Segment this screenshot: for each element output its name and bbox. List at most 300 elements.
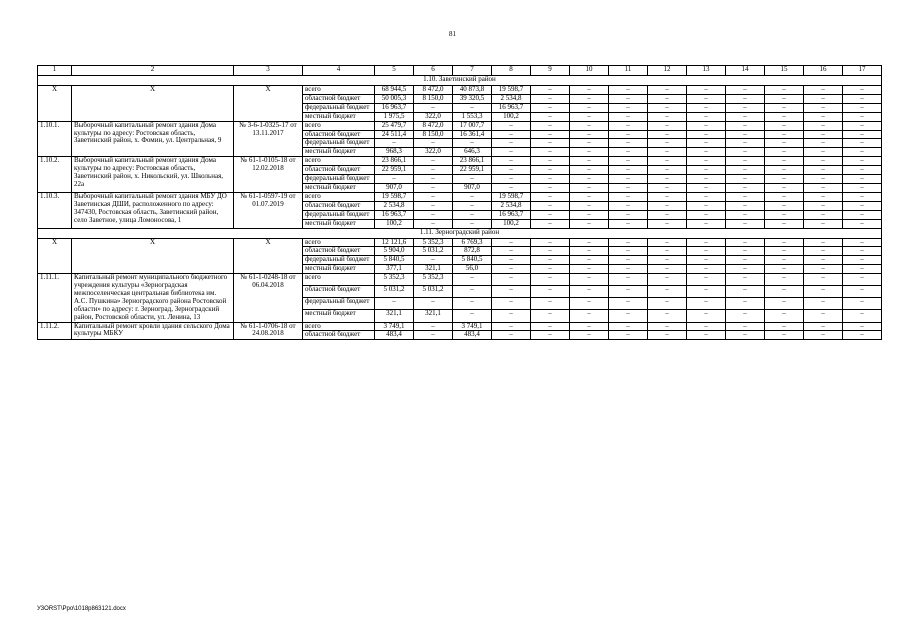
value-cell: – (492, 175, 531, 184)
empty-value-cell: – (609, 286, 648, 298)
value-cell: 19 598,7 (375, 192, 414, 201)
value-cell: – (453, 139, 492, 148)
empty-value-cell: – (804, 210, 843, 219)
empty-value-cell: – (843, 210, 882, 219)
empty-value-cell: – (570, 94, 609, 103)
empty-value-cell: – (765, 274, 804, 286)
value-cell: 50 005,3 (375, 94, 414, 103)
empty-value-cell: – (843, 238, 882, 247)
value-cell: – (453, 103, 492, 112)
value-cell: 8 472,0 (414, 121, 453, 130)
empty-value-cell: – (726, 331, 765, 340)
empty-value-cell: – (648, 298, 687, 310)
empty-value-cell: – (609, 94, 648, 103)
value-cell: – (453, 201, 492, 210)
empty-value-cell: – (531, 219, 570, 228)
value-cell: – (414, 331, 453, 340)
item-document: № 61-1-0105-18 от 12.02.2018 (234, 157, 303, 193)
empty-value-cell: – (765, 157, 804, 166)
empty-value-cell: – (765, 148, 804, 157)
item-number: 1.11.2. (38, 322, 72, 340)
item-document: № 61-1-0248-18 от 06.04.2018 (234, 274, 303, 322)
empty-value-cell: – (570, 331, 609, 340)
empty-value-cell: – (843, 286, 882, 298)
empty-value-cell: – (843, 331, 882, 340)
budget-label: федеральный бюджет (303, 139, 375, 148)
empty-value-cell: – (570, 322, 609, 331)
empty-value-cell: – (570, 166, 609, 175)
empty-value-cell: – (531, 298, 570, 310)
empty-value-cell: – (648, 265, 687, 274)
empty-value-cell: – (570, 192, 609, 201)
empty-value-cell: – (726, 201, 765, 210)
empty-value-cell: – (804, 265, 843, 274)
empty-value-cell: – (648, 310, 687, 322)
item-name: X (72, 238, 234, 274)
value-cell: – (414, 139, 453, 148)
value-cell: – (492, 256, 531, 265)
empty-value-cell: – (570, 247, 609, 256)
empty-value-cell: – (765, 310, 804, 322)
value-cell: – (492, 157, 531, 166)
empty-value-cell: – (765, 219, 804, 228)
empty-value-cell: – (609, 86, 648, 95)
budget-label: федеральный бюджет (303, 103, 375, 112)
empty-value-cell: – (648, 94, 687, 103)
empty-value-cell: – (765, 265, 804, 274)
empty-value-cell: – (609, 183, 648, 192)
empty-value-cell: – (609, 103, 648, 112)
header-cell: 14 (726, 66, 765, 76)
value-cell: – (492, 130, 531, 139)
budget-label: областной бюджет (303, 166, 375, 175)
empty-value-cell: – (531, 121, 570, 130)
empty-value-cell: – (531, 86, 570, 95)
empty-value-cell: – (570, 103, 609, 112)
empty-value-cell: – (648, 166, 687, 175)
item-number: 1.10.1. (38, 121, 72, 157)
header-row (38, 66, 882, 76)
empty-value-cell: – (570, 157, 609, 166)
empty-value-cell: – (609, 130, 648, 139)
value-cell: 968,3 (375, 148, 414, 157)
value-cell: – (492, 183, 531, 192)
value-cell: 39 320,5 (453, 94, 492, 103)
empty-value-cell: – (687, 298, 726, 310)
empty-value-cell: – (648, 322, 687, 331)
empty-value-cell: – (609, 121, 648, 130)
value-cell: 2 534,8 (375, 201, 414, 210)
empty-value-cell: – (687, 157, 726, 166)
value-cell: 16 963,7 (492, 103, 531, 112)
budget-label: областной бюджет (303, 331, 375, 340)
value-cell: 321,1 (414, 265, 453, 274)
empty-value-cell: – (726, 175, 765, 184)
item-name: Капитальный ремонт кровли здания сельского Дома культуры МБКУ (72, 322, 234, 340)
budget-label: всего (303, 86, 375, 95)
item-name: Выборочный капитальный ремонт здания Дома культуры по адресу: Ростовская область, Заветинский район, х. Никольский, ул. Школьная, 22а (72, 157, 234, 193)
empty-value-cell: – (765, 94, 804, 103)
empty-value-cell: – (531, 274, 570, 286)
empty-value-cell: – (687, 130, 726, 139)
value-cell: 16 361,4 (453, 130, 492, 139)
empty-value-cell: – (804, 274, 843, 286)
value-cell: – (492, 238, 531, 247)
empty-value-cell: – (687, 274, 726, 286)
budget-label: местный бюджет (303, 112, 375, 121)
value-cell: – (414, 298, 453, 310)
empty-value-cell: – (726, 192, 765, 201)
empty-value-cell: – (570, 148, 609, 157)
item-number: X (38, 86, 72, 122)
empty-value-cell: – (648, 286, 687, 298)
empty-value-cell: – (531, 201, 570, 210)
empty-value-cell: – (531, 265, 570, 274)
empty-value-cell: – (765, 130, 804, 139)
empty-value-cell: – (804, 166, 843, 175)
item-number: X (38, 238, 72, 274)
empty-value-cell: – (648, 86, 687, 95)
empty-value-cell: – (570, 201, 609, 210)
value-cell: 23 866,1 (375, 157, 414, 166)
budget-label: областной бюджет (303, 286, 375, 298)
empty-value-cell: – (726, 148, 765, 157)
empty-value-cell: – (804, 247, 843, 256)
section-title: 1.11. Зерноградский район (38, 228, 882, 238)
value-cell: – (492, 139, 531, 148)
empty-value-cell: – (765, 247, 804, 256)
value-cell: 19 598,7 (492, 86, 531, 95)
item-number: 1.10.3. (38, 192, 72, 228)
value-cell: – (414, 210, 453, 219)
empty-value-cell: – (531, 192, 570, 201)
empty-value-cell: – (804, 322, 843, 331)
value-cell: 3 749,1 (375, 322, 414, 331)
value-cell: 100,2 (375, 219, 414, 228)
empty-value-cell: – (531, 175, 570, 184)
value-cell: 8 150,0 (414, 130, 453, 139)
header-cell: 9 (531, 66, 570, 76)
empty-value-cell: – (765, 112, 804, 121)
empty-value-cell: – (570, 298, 609, 310)
value-cell: 322,0 (414, 112, 453, 121)
empty-value-cell: – (804, 112, 843, 121)
value-cell: – (414, 201, 453, 210)
item-document: № 61-1-0706-18 от 24.08.2018 (234, 322, 303, 340)
value-cell: 100,2 (492, 112, 531, 121)
empty-value-cell: – (609, 201, 648, 210)
empty-value-cell: – (726, 322, 765, 331)
empty-value-cell: – (765, 286, 804, 298)
item-number: 1.11.1. (38, 274, 72, 322)
empty-value-cell: – (648, 175, 687, 184)
empty-value-cell: – (843, 192, 882, 201)
header-cell: 15 (765, 66, 804, 76)
empty-value-cell: – (765, 183, 804, 192)
empty-value-cell: – (765, 121, 804, 130)
empty-value-cell: – (726, 274, 765, 286)
value-cell: 5 031,2 (414, 286, 453, 298)
empty-value-cell: – (726, 247, 765, 256)
empty-value-cell: – (765, 103, 804, 112)
empty-value-cell: – (726, 183, 765, 192)
empty-value-cell: – (609, 210, 648, 219)
item-number: 1.10.2. (38, 157, 72, 193)
empty-value-cell: – (648, 256, 687, 265)
empty-value-cell: – (804, 175, 843, 184)
header-cell: 5 (375, 66, 414, 76)
item-name: Выборочный капитальный ремонт здания МБУ ДО Заветинская ДШИ, расположенного по адресу: 347430, Ростовская область, Заветинский район, село Заветное, улица Ломоносова, 1 (72, 192, 234, 228)
section-title: 1.10. Заветинский район (38, 76, 882, 86)
value-cell: 24 511,4 (375, 130, 414, 139)
empty-value-cell: – (609, 157, 648, 166)
empty-value-cell: – (843, 265, 882, 274)
header-cell: 12 (648, 66, 687, 76)
empty-value-cell: – (570, 139, 609, 148)
empty-value-cell: – (687, 86, 726, 95)
empty-value-cell: – (531, 331, 570, 340)
budget-label: областной бюджет (303, 247, 375, 256)
value-cell: 1 553,3 (453, 112, 492, 121)
item-name: Выборочный капитальный ремонт здания Дома культуры по адресу: Ростовская область, Заветинский район, х. Фомин, ул. Центральная, 9 (72, 121, 234, 157)
empty-value-cell: – (648, 201, 687, 210)
empty-value-cell: – (609, 274, 648, 286)
empty-value-cell: – (531, 322, 570, 331)
value-cell: – (414, 192, 453, 201)
value-cell: 5 840,5 (453, 256, 492, 265)
value-cell: – (492, 265, 531, 274)
empty-value-cell: – (648, 130, 687, 139)
empty-value-cell: – (765, 322, 804, 331)
table-row (38, 322, 882, 331)
empty-value-cell: – (765, 238, 804, 247)
item-name: X (72, 86, 234, 122)
empty-value-cell: – (609, 238, 648, 247)
page-number: 81 (449, 30, 456, 38)
header-cell: 13 (687, 66, 726, 76)
table-row (38, 274, 882, 286)
empty-value-cell: – (804, 139, 843, 148)
value-cell: – (453, 274, 492, 286)
budget-label: всего (303, 121, 375, 130)
empty-value-cell: – (804, 219, 843, 228)
value-cell: 5 904,0 (375, 247, 414, 256)
value-cell: – (492, 310, 531, 322)
value-cell: 5 840,5 (375, 256, 414, 265)
section-row (38, 228, 882, 238)
empty-value-cell: – (843, 247, 882, 256)
empty-value-cell: – (648, 238, 687, 247)
value-cell: – (414, 219, 453, 228)
empty-value-cell: – (726, 121, 765, 130)
value-cell: – (492, 286, 531, 298)
budget-label: областной бюджет (303, 130, 375, 139)
table-row (38, 86, 882, 95)
budget-label: местный бюджет (303, 219, 375, 228)
empty-value-cell: – (609, 148, 648, 157)
empty-value-cell: – (648, 210, 687, 219)
empty-value-cell: – (726, 139, 765, 148)
empty-value-cell: – (609, 310, 648, 322)
value-cell: 872,8 (453, 247, 492, 256)
value-cell: – (375, 139, 414, 148)
value-cell: 5 031,2 (414, 247, 453, 256)
empty-value-cell: – (609, 247, 648, 256)
empty-value-cell: – (804, 298, 843, 310)
item-document: № 3-6-1-0325-17 от 13.11.2017 (234, 121, 303, 157)
value-cell: 22 959,1 (375, 166, 414, 175)
empty-value-cell: – (804, 331, 843, 340)
empty-value-cell: – (570, 265, 609, 274)
value-cell: 377,1 (375, 265, 414, 274)
empty-value-cell: – (687, 148, 726, 157)
empty-value-cell: – (648, 247, 687, 256)
empty-value-cell: – (765, 331, 804, 340)
value-cell: – (414, 183, 453, 192)
empty-value-cell: – (609, 219, 648, 228)
empty-value-cell: – (726, 219, 765, 228)
value-cell: – (414, 166, 453, 175)
empty-value-cell: – (687, 139, 726, 148)
value-cell: 100,2 (492, 219, 531, 228)
empty-value-cell: – (687, 94, 726, 103)
empty-value-cell: – (570, 121, 609, 130)
empty-value-cell: – (843, 310, 882, 322)
table-row (38, 121, 882, 130)
budget-label: федеральный бюджет (303, 175, 375, 184)
value-cell: 19 598,7 (492, 192, 531, 201)
item-document: X (234, 86, 303, 122)
empty-value-cell: – (531, 148, 570, 157)
empty-value-cell: – (609, 256, 648, 265)
empty-value-cell: – (804, 148, 843, 157)
value-cell: 5 352,3 (375, 274, 414, 286)
empty-value-cell: – (570, 130, 609, 139)
section-row (38, 76, 882, 86)
empty-value-cell: – (648, 148, 687, 157)
value-cell: 8 150,0 (414, 94, 453, 103)
value-cell: 22 959,1 (453, 166, 492, 175)
value-cell: – (414, 103, 453, 112)
value-cell: – (453, 298, 492, 310)
empty-value-cell: – (648, 157, 687, 166)
empty-value-cell: – (843, 130, 882, 139)
empty-value-cell: – (687, 183, 726, 192)
value-cell: 2 534,8 (492, 201, 531, 210)
empty-value-cell: – (726, 94, 765, 103)
empty-value-cell: – (804, 238, 843, 247)
table-row (38, 238, 882, 247)
empty-value-cell: – (804, 121, 843, 130)
value-cell: 907,0 (453, 183, 492, 192)
empty-value-cell: – (804, 256, 843, 265)
empty-value-cell: – (843, 175, 882, 184)
value-cell: – (492, 166, 531, 175)
budget-label: федеральный бюджет (303, 256, 375, 265)
empty-value-cell: – (804, 310, 843, 322)
value-cell: 3 749,1 (453, 322, 492, 331)
budget-table (37, 65, 882, 340)
empty-value-cell: – (687, 265, 726, 274)
empty-value-cell: – (765, 298, 804, 310)
value-cell: – (414, 157, 453, 166)
empty-value-cell: – (648, 121, 687, 130)
budget-label: местный бюджет (303, 265, 375, 274)
empty-value-cell: – (687, 112, 726, 121)
header-cell: 6 (414, 66, 453, 76)
value-cell: 322,0 (414, 148, 453, 157)
value-cell: – (414, 256, 453, 265)
value-cell: – (492, 331, 531, 340)
empty-value-cell: – (804, 201, 843, 210)
empty-value-cell: – (843, 86, 882, 95)
empty-value-cell: – (687, 192, 726, 201)
empty-value-cell: – (726, 157, 765, 166)
value-cell: – (492, 322, 531, 331)
empty-value-cell: – (609, 322, 648, 331)
empty-value-cell: – (843, 112, 882, 121)
empty-value-cell: – (726, 310, 765, 322)
empty-value-cell: – (765, 86, 804, 95)
empty-value-cell: – (843, 166, 882, 175)
empty-value-cell: – (726, 166, 765, 175)
empty-value-cell: – (804, 183, 843, 192)
empty-value-cell: – (765, 166, 804, 175)
empty-value-cell: – (804, 103, 843, 112)
empty-value-cell: – (843, 157, 882, 166)
value-cell: – (492, 274, 531, 286)
value-cell: 1 975,5 (375, 112, 414, 121)
empty-value-cell: – (726, 286, 765, 298)
empty-value-cell: – (804, 157, 843, 166)
header-cell: 17 (843, 66, 882, 76)
empty-value-cell: – (726, 103, 765, 112)
empty-value-cell: – (804, 86, 843, 95)
budget-label: всего (303, 157, 375, 166)
empty-value-cell: – (687, 322, 726, 331)
table-row (38, 192, 882, 201)
empty-value-cell: – (804, 192, 843, 201)
value-cell: – (414, 322, 453, 331)
value-cell: 25 479,7 (375, 121, 414, 130)
empty-value-cell: – (531, 247, 570, 256)
value-cell: – (492, 298, 531, 310)
empty-value-cell: – (726, 130, 765, 139)
budget-label: всего (303, 192, 375, 201)
empty-value-cell: – (687, 219, 726, 228)
empty-value-cell: – (609, 139, 648, 148)
value-cell: 17 007,7 (453, 121, 492, 130)
empty-value-cell: – (726, 238, 765, 247)
value-cell: 40 873,8 (453, 86, 492, 95)
budget-label: областной бюджет (303, 201, 375, 210)
value-cell: 8 472,0 (414, 86, 453, 95)
empty-value-cell: – (843, 322, 882, 331)
empty-value-cell: – (570, 286, 609, 298)
value-cell: 5 031,2 (375, 286, 414, 298)
header-cell: 16 (804, 66, 843, 76)
empty-value-cell: – (648, 331, 687, 340)
value-cell: 5 352,3 (414, 238, 453, 247)
empty-value-cell: – (609, 298, 648, 310)
header-cell: 11 (609, 66, 648, 76)
empty-value-cell: – (648, 112, 687, 121)
empty-value-cell: – (843, 103, 882, 112)
empty-value-cell: – (609, 331, 648, 340)
empty-value-cell: – (726, 86, 765, 95)
value-cell: – (375, 298, 414, 310)
empty-value-cell: – (687, 247, 726, 256)
